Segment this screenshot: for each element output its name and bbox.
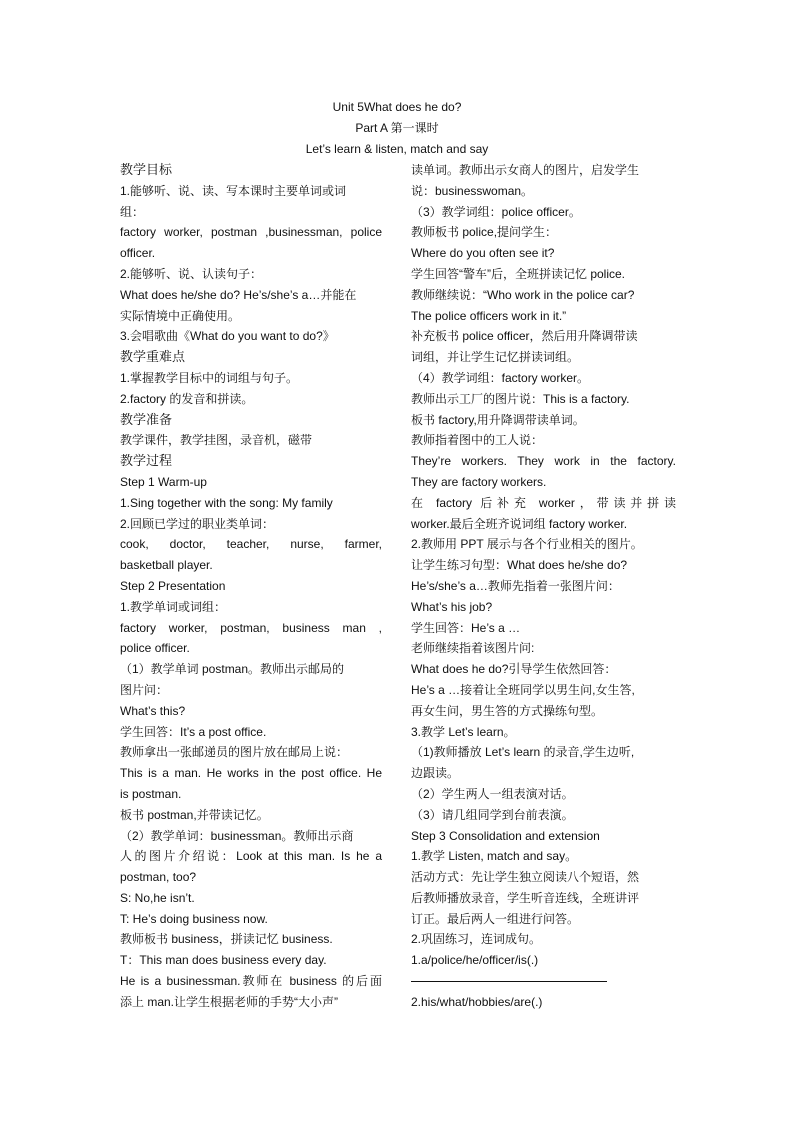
text-line: 组： [120,204,145,219]
text-line: 学生回答：It’s a post office. [120,724,267,739]
answer-underline [411,981,607,982]
text-line: 订正。最后两人一组进行问答。 [411,911,580,926]
text-line: 活动方式：先让学生独立阅读八个短语，然 [411,870,640,885]
text-line: He is a businessman.教师在 business 的后面 [120,974,382,989]
text-line: Step 1 Warm-up [120,474,207,489]
text-line: T：This man does business every day. [120,953,327,968]
text-line: 2.factory 的发音和拼读。 [120,391,254,406]
text-line: This is a man. He works in the post office. He [120,766,382,781]
text-line: What’s his job? [411,599,493,614]
text-line: 1.能够听、说、读、写本课时主要单词或词 [120,183,347,198]
text-line: factory worker, postman, business man , [120,620,382,635]
text-line: 教师板书 business，拼读记忆 business. [120,932,333,947]
text-line: 后教师播放录音，学生听音连线，全班讲评 [411,890,640,905]
left-column [120,160,382,1013]
text-line: 板书 postman,并带读记忆。 [120,807,269,822]
text-line: 2.教师用 PPT 展示与各个行业相关的图片。 [411,537,643,552]
section-heading: 教学目标 [120,162,173,177]
text-line: 2.回顾已学过的职业类单词： [120,516,275,531]
text-line: （1）教学单词 postman。教师出示邮局的 [120,662,345,677]
text-line: 1.教学单词或词组： [120,599,227,614]
text-line: 让学生练习句型：What does he/she do? [411,558,628,573]
text-line: 人的图片介绍说：Look at this man. Is he a [120,849,382,864]
section-heading: 教学过程 [120,453,173,469]
lesson-title: Let’s learn & listen, match and say [305,142,489,156]
text-line: （4）教学词组：factory worker。 [411,370,590,385]
text-line: 图片问： [120,682,169,697]
text-line: 学生回答：He’s a … [411,620,521,635]
text-line: 1.a/police/he/officer/is(.) [411,953,539,968]
text-line: Where do you often see it? [411,246,555,261]
text-line: 边跟读。 [411,766,460,781]
answer-blank [411,971,676,992]
text-line: What does he/she do? He’s/she’s a…并能在 [120,287,357,302]
text-line: cook, doctor, teacher, nurse, farmer, [120,537,382,552]
text-line: 教师出示工厂的图片说：This is a factory. [411,391,630,406]
text-line: They are factory workers. [411,474,547,489]
text-line: What’s this? [120,703,186,718]
text-line: （3）请几组同学到台前表演。 [411,807,574,822]
text-line: 读单词。教师出示女商人的图片，启发学生 [411,163,640,177]
text-line: 教师拿出一张邮递员的图片放在邮局上说： [120,745,349,760]
text-line: factory worker, postman ,businessman, police [120,225,382,240]
text-line: 说：businesswoman。 [411,183,534,198]
text-line: 再女生问，男生答的方式操练句型。 [411,703,604,718]
text-line: 词组，并让学生记忆拼读词组。 [411,350,580,365]
text-line: 2.巩固练习，连词成句。 [411,932,542,947]
unit-title: Unit 5What does he do? [332,100,462,114]
text-line: 教师板书 police,提问学生： [411,225,558,240]
text-line: officer. [120,246,156,261]
text-line: 教学课件，教学挂图，录音机，磁带 [120,433,313,448]
text-line: S: No,he isn’t. [120,890,195,905]
text-line: 教师继续说：“Who work in the police car? [411,287,635,302]
text-line: 教师指着图中的工人说： [411,433,544,448]
text-line: 补充板书 police officer，然后用升降调带读 [411,329,638,344]
text-line: （3）教学词组：police officer。 [411,204,581,219]
text-line: They’re workers. They work in the factory. [411,454,676,469]
text-line: 1.教学 Listen, match and say。 [411,849,578,864]
text-line: postman, too? [120,870,197,885]
section-heading: 教学准备 [120,411,173,427]
text-line: He’s/she’s a…教师先指着一张图片问： [411,578,620,593]
text-line: basketball player. [120,558,213,573]
text-line: 2.能够听、说、认读句子： [120,266,263,281]
text-line: is postman. [120,786,182,801]
text-line: Step 3 Consolidation and extension [411,828,600,843]
text-line: 3.会唱歌曲《What do you want to do?》 [120,329,335,344]
text-line: 老师继续指着该图片问: [411,641,535,656]
text-line: 板书 factory,用升降调带读单词。 [411,412,585,427]
section-heading: 教学重难点 [120,349,186,365]
text-line: 2.his/what/hobbies/are(.) [411,994,543,1009]
text-line: （2）学生两人一组表演对话。 [411,786,574,801]
text-line: T: He’s doing business now. [120,911,268,926]
text-line: The police officers work in it.” [411,308,567,323]
text-line: （1)教师播放 Let’s learn 的录音,学生边听, [411,745,635,760]
text-line: 1.掌握教学目标中的词组与句子。 [120,370,299,385]
right-column [411,160,676,1013]
text-line: What does he do?引导学生依然回答： [411,662,617,677]
text-line: 添上 man.让学生根据老师的手势“大小声” [120,994,339,1009]
text-line: （2）教学单词：businessman。教师出示商 [120,828,354,843]
text-line: 3.教学 Let’s learn。 [411,724,516,739]
text-line: 1.Sing together with the song: My family [120,495,333,510]
text-line: He’s a …接着让全班同学以男生问,女生答, [411,682,635,697]
part-subtitle: Part A 第一课时 [355,121,439,135]
text-line: police officer. [120,641,190,656]
text-line: 学生回答“警车”后，全班拼读记忆 police. [411,266,626,281]
text-line: worker.最后全班齐说词组 factory worker. [411,516,628,531]
text-line: 实际情境中正确使用。 [120,308,241,323]
text-line: 在 factory 后补充 worker，带读并拼读 [411,495,676,510]
title-block [0,97,794,160]
text-line: Step 2 Presentation [120,578,226,593]
